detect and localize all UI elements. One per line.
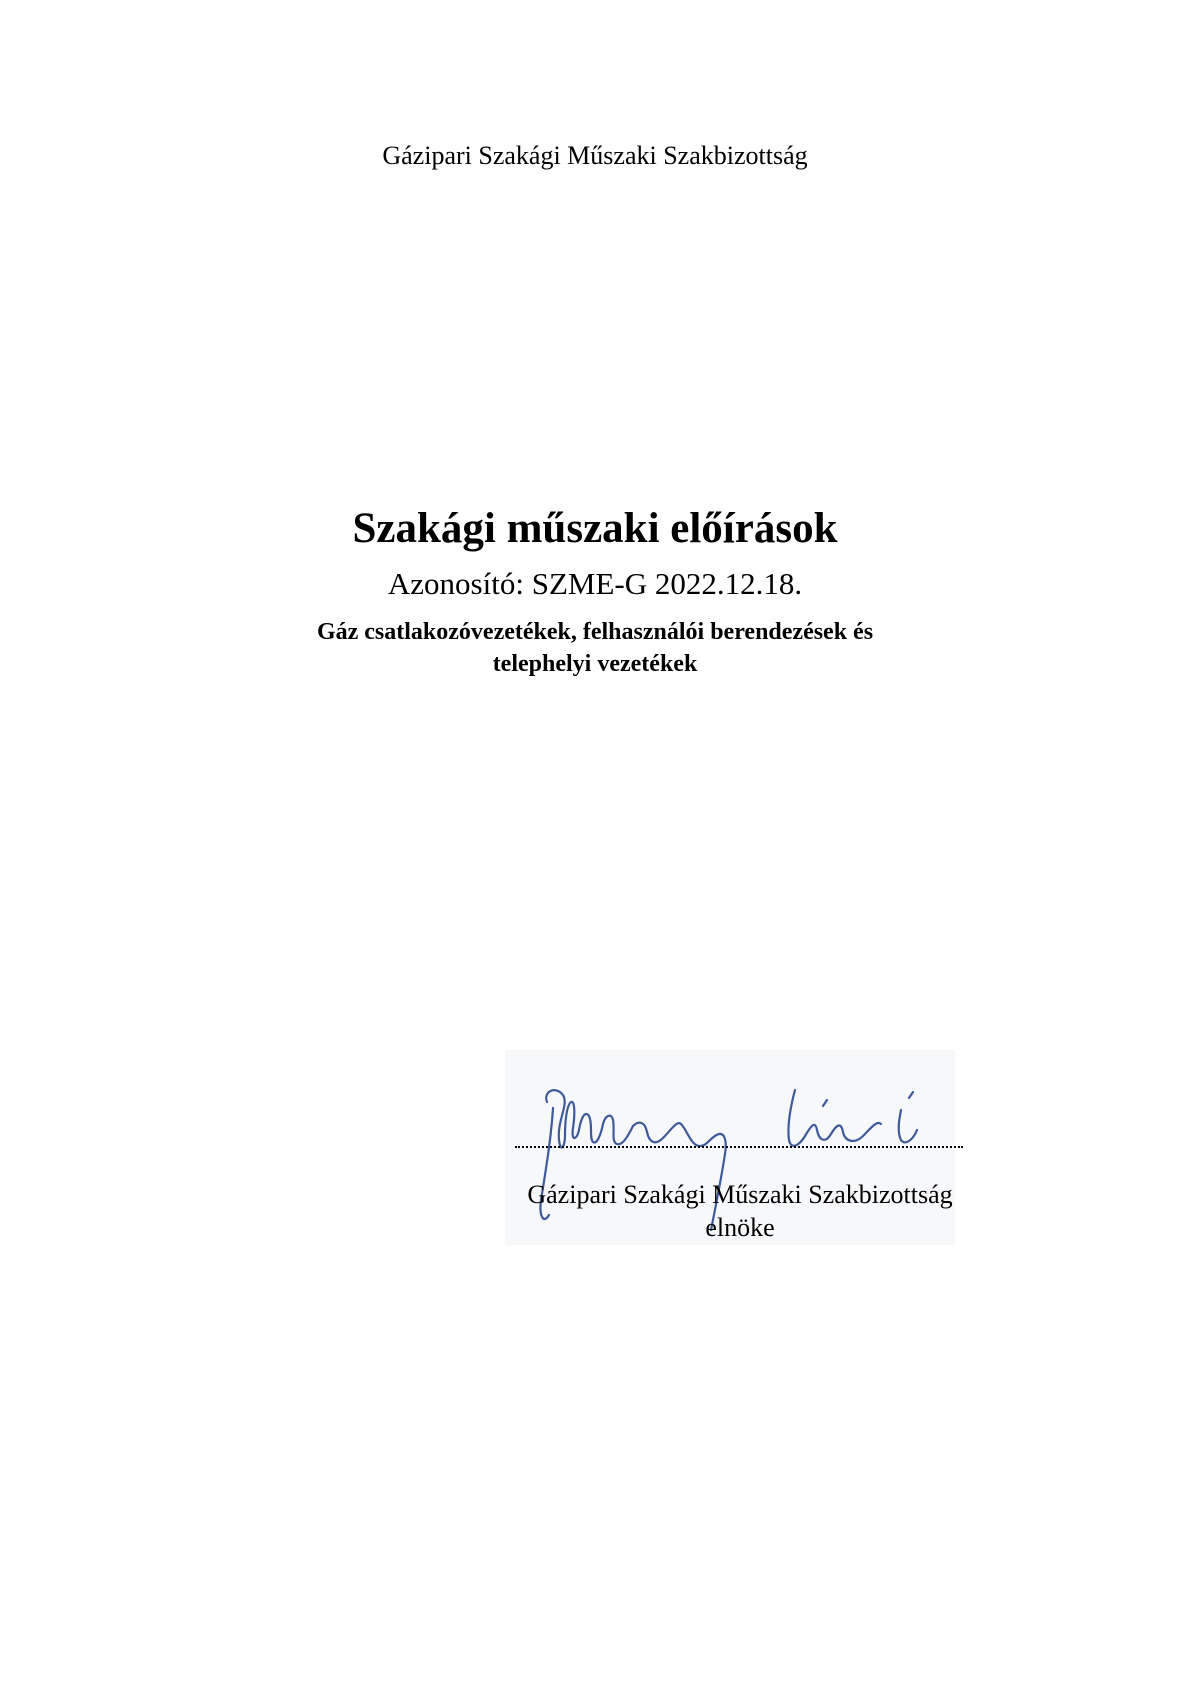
organization-header: Gázipari Szakági Műszaki Szakbizottság bbox=[382, 141, 808, 170]
signature-caption-line-1: Gázipari Szakági Műszaki Szakbizottság bbox=[527, 1180, 953, 1209]
signature-caption bbox=[480, 1178, 1000, 1244]
document-title: Szakági műszaki előírások bbox=[352, 505, 838, 552]
subtitle-line-1: Gáz csatlakozóvezetékek, felhasználói berendezések és bbox=[316, 619, 874, 645]
document-subtitle bbox=[0, 616, 1190, 680]
document-identifier: Azonosító: SZME-G 2022.12.18. bbox=[387, 566, 803, 601]
subtitle-line-2: telephelyi vezetékek bbox=[492, 651, 698, 677]
signature-caption-line-2: elnöke bbox=[705, 1213, 775, 1242]
title-block bbox=[0, 502, 1190, 680]
signature-line bbox=[515, 1146, 963, 1148]
